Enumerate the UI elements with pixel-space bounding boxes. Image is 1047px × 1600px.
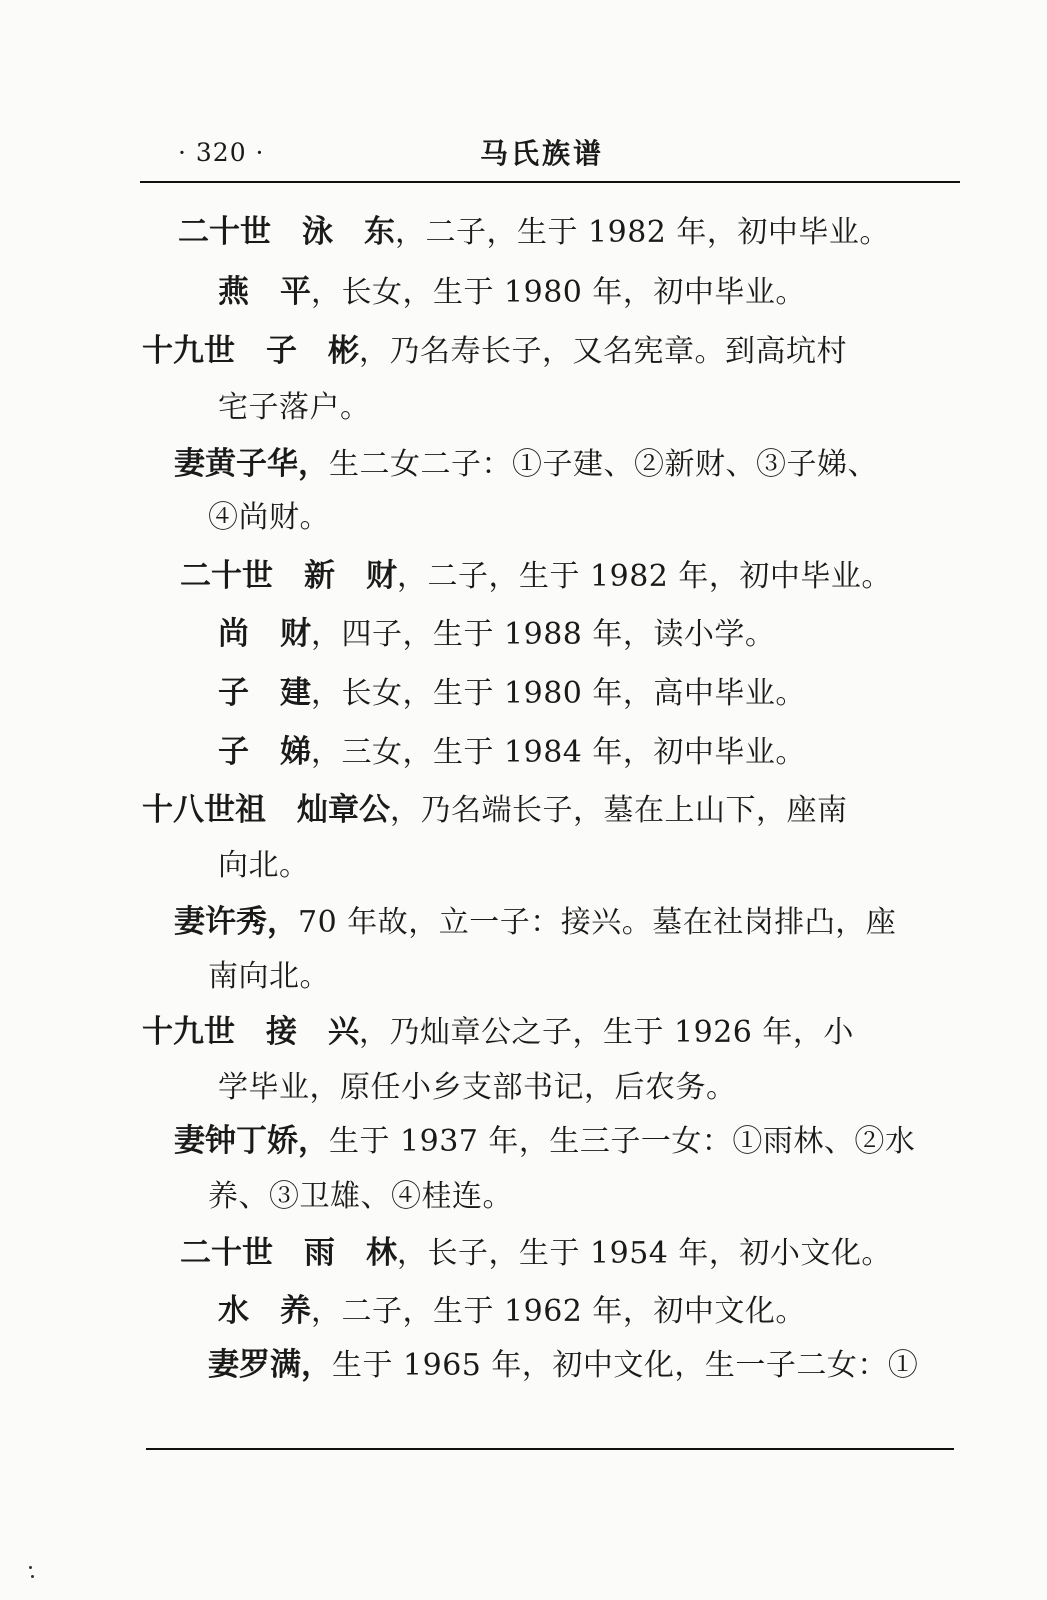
- entry-line: 子 娣，三女，生于 1984 年，初中毕业。: [218, 734, 806, 770]
- entry-line-continued: ④尚财。: [208, 500, 330, 535]
- entry-line-continued: 宅子落户。: [218, 390, 371, 425]
- book-title: 马氏族谱: [480, 137, 605, 170]
- entry-line: 二十世 新 财，二子，生于 1982 年，初中毕业。: [180, 558, 892, 594]
- entry-line: 十八世祖 灿章公，乃名端长子，墓在上山下，座南: [142, 792, 848, 828]
- page-number: · 320 ·: [178, 138, 265, 167]
- entry-line: 妻黄子华，生二女二子：①子建、②新财、③子娣、: [174, 446, 878, 482]
- entry-line: 子 建，长女，生于 1980 年，高中毕业。: [218, 675, 806, 711]
- entry-line-continued: 学毕业，原任小乡支部书记，后农务。: [218, 1070, 737, 1105]
- entry-line: 妻罗满，生于 1965 年，初中文化，生一子二女：①: [208, 1347, 919, 1383]
- entry-line: 水 养，二子，生于 1962 年，初中文化。: [218, 1293, 806, 1329]
- entry-line: 燕 平，长女，生于 1980 年，初中毕业。: [218, 274, 806, 310]
- footer-rule: [146, 1448, 954, 1450]
- page-header: [140, 128, 960, 180]
- scan-specks: [28, 1566, 34, 1580]
- entry-line: 妻许秀，70 年故，立一子：接兴。墓在社岗排凸，座: [174, 904, 897, 940]
- entry-line: 十九世 接 兴，乃灿章公之子，生于 1926 年，小: [142, 1014, 854, 1050]
- entry-line-continued: 向北。: [218, 848, 310, 883]
- entry-line: 十九世 子 彬，乃名寿长子，又名宪章。到高坑村: [142, 333, 847, 369]
- entry-line-continued: 南向北。: [208, 959, 330, 994]
- entry-line: 二十世 泳 东，二子，生于 1982 年，初中毕业。: [178, 214, 890, 250]
- entry-line: 尚 财，四子，生于 1988 年，读小学。: [218, 616, 776, 652]
- entry-line: 二十世 雨 林，长子，生于 1954 年，初小文化。: [180, 1235, 892, 1271]
- entry-line-continued: 养、③卫雄、④桂连。: [208, 1179, 513, 1214]
- header-rule: [140, 181, 960, 183]
- entry-line: 妻钟丁娇，生于 1937 年，生三子一女：①雨林、②水: [174, 1123, 916, 1159]
